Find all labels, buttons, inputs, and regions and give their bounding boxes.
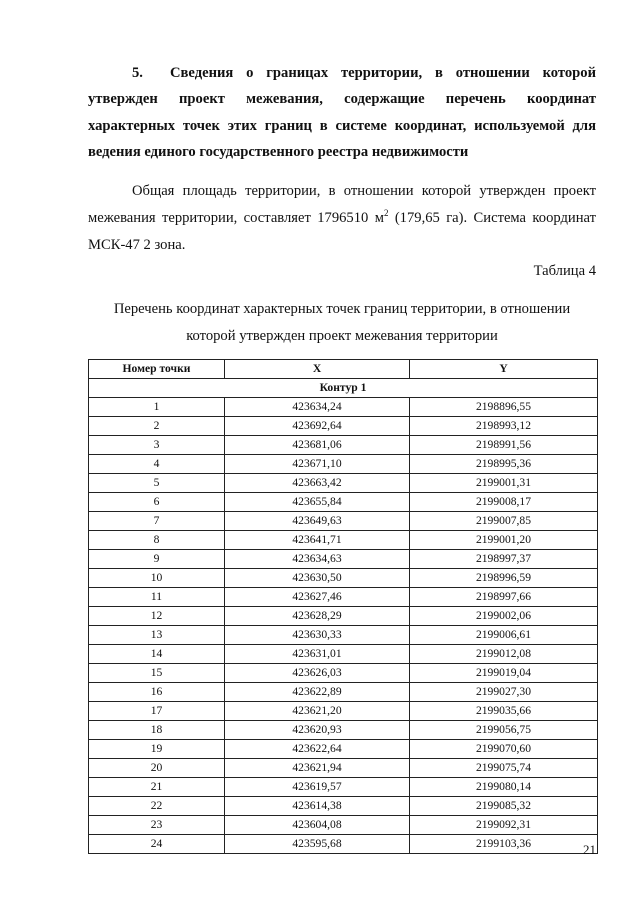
cell-y: 2199080,14	[410, 778, 598, 797]
contour-row	[89, 379, 598, 398]
cell-point-number: 6	[89, 493, 225, 512]
cell-point-number: 2	[89, 417, 225, 436]
cell-y: 2198997,37	[410, 550, 598, 569]
table-row	[89, 417, 598, 436]
cell-x: 423622,89	[225, 683, 410, 702]
cell-y: 2199103,36	[410, 835, 598, 854]
section-title: Сведения о границах территории, в отношении которой утвержден проект межевания, содержащие перечень координат характерных точек этих границ в системе координат, используемой для ведения единого государственного реестра недвижимости	[88, 65, 596, 161]
cell-x: 423622,64	[225, 740, 410, 759]
table-header-row	[89, 360, 598, 379]
table-row	[89, 531, 598, 550]
cell-y: 2198896,55	[410, 398, 598, 417]
cell-x: 423681,06	[225, 436, 410, 455]
cell-x: 423634,63	[225, 550, 410, 569]
table-row	[89, 550, 598, 569]
cell-point-number: 16	[89, 683, 225, 702]
cell-point-number: 18	[89, 721, 225, 740]
cell-x: 423626,03	[225, 664, 410, 683]
table-row	[89, 436, 598, 455]
cell-y: 2199035,66	[410, 702, 598, 721]
cell-point-number: 10	[89, 569, 225, 588]
table-row	[89, 740, 598, 759]
table-row	[89, 816, 598, 835]
coordinates-table	[88, 359, 598, 854]
cell-x: 423655,84	[225, 493, 410, 512]
table-row	[89, 398, 598, 417]
cell-x: 423628,29	[225, 607, 410, 626]
cell-point-number: 24	[89, 835, 225, 854]
table-row	[89, 645, 598, 664]
unit-superscript: 2	[383, 208, 389, 219]
table-row	[89, 702, 598, 721]
cell-point-number: 15	[89, 664, 225, 683]
cell-x: 423619,57	[225, 778, 410, 797]
cell-y: 2198996,59	[410, 569, 598, 588]
page-number: 21	[583, 842, 596, 857]
cell-x: 423671,10	[225, 455, 410, 474]
cell-x: 423649,63	[225, 512, 410, 531]
cell-x: 423630,50	[225, 569, 410, 588]
table-row	[89, 512, 598, 531]
cell-y: 2198997,66	[410, 588, 598, 607]
cell-point-number: 7	[89, 512, 225, 531]
cell-y: 2199085,32	[410, 797, 598, 816]
table-row	[89, 683, 598, 702]
table-label: Таблица 4	[533, 263, 596, 279]
cell-point-number: 12	[89, 607, 225, 626]
cell-x: 423604,08	[225, 816, 410, 835]
cell-y: 2199001,31	[410, 474, 598, 493]
contour-label: Контур 1	[89, 379, 598, 398]
section-heading	[88, 60, 596, 166]
cell-point-number: 21	[89, 778, 225, 797]
table-row	[89, 778, 598, 797]
cell-point-number: 3	[89, 436, 225, 455]
cell-x: 423634,24	[225, 398, 410, 417]
header-x: X	[225, 360, 410, 379]
cell-y: 2199092,31	[410, 816, 598, 835]
intro-paragraph	[88, 178, 596, 259]
cell-y: 2199002,06	[410, 607, 598, 626]
cell-point-number: 23	[89, 816, 225, 835]
table-row	[89, 721, 598, 740]
header-y: Y	[410, 360, 598, 379]
table-row	[89, 626, 598, 645]
cell-y: 2199008,17	[410, 493, 598, 512]
table-caption: Перечень координат характерных точек границ территории, в отношении которой утвержден проект межевания территории	[113, 301, 571, 344]
table-row	[89, 455, 598, 474]
cell-x: 423620,93	[225, 721, 410, 740]
cell-y: 2199056,75	[410, 721, 598, 740]
cell-point-number: 17	[89, 702, 225, 721]
cell-y: 2198993,12	[410, 417, 598, 436]
cell-y: 2199006,61	[410, 626, 598, 645]
cell-x: 423627,46	[225, 588, 410, 607]
cell-y: 2199001,20	[410, 531, 598, 550]
cell-x: 423614,38	[225, 797, 410, 816]
cell-y: 2199070,60	[410, 740, 598, 759]
cell-y: 2199007,85	[410, 512, 598, 531]
cell-x: 423595,68	[225, 835, 410, 854]
cell-point-number: 14	[89, 645, 225, 664]
cell-point-number: 8	[89, 531, 225, 550]
table-row	[89, 835, 598, 854]
cell-y: 2198995,36	[410, 455, 598, 474]
cell-x: 423663,42	[225, 474, 410, 493]
cell-x: 423621,94	[225, 759, 410, 778]
table-row	[89, 569, 598, 588]
table-row	[89, 588, 598, 607]
cell-point-number: 11	[89, 588, 225, 607]
cell-x: 423630,33	[225, 626, 410, 645]
cell-point-number: 9	[89, 550, 225, 569]
cell-y: 2199075,74	[410, 759, 598, 778]
cell-point-number: 1	[89, 398, 225, 417]
cell-point-number: 19	[89, 740, 225, 759]
table-row	[89, 493, 598, 512]
cell-y: 2198991,56	[410, 436, 598, 455]
cell-point-number: 20	[89, 759, 225, 778]
cell-x: 423641,71	[225, 531, 410, 550]
intro-text-end: (179,65 га). Система координат МСК-47 2 зона.	[88, 210, 596, 253]
cell-y: 2199019,04	[410, 664, 598, 683]
cell-x: 423621,20	[225, 702, 410, 721]
cell-y: 2199012,08	[410, 645, 598, 664]
header-point-number: Номер точки	[89, 360, 225, 379]
table-row	[89, 607, 598, 626]
cell-point-number: 22	[89, 797, 225, 816]
cell-x: 423631,01	[225, 645, 410, 664]
table-row	[89, 474, 598, 493]
cell-point-number: 4	[89, 455, 225, 474]
cell-x: 423692,64	[225, 417, 410, 436]
cell-point-number: 5	[89, 474, 225, 493]
table-row	[89, 664, 598, 683]
table-row	[89, 759, 598, 778]
intro-text-start: Общая площадь территории, в отношении которой утвержден проект межевания территории, составляет 1796510 м	[88, 183, 596, 226]
cell-point-number: 13	[89, 626, 225, 645]
section-number: 5.	[132, 65, 143, 81]
table-row	[89, 797, 598, 816]
cell-y: 2199027,30	[410, 683, 598, 702]
